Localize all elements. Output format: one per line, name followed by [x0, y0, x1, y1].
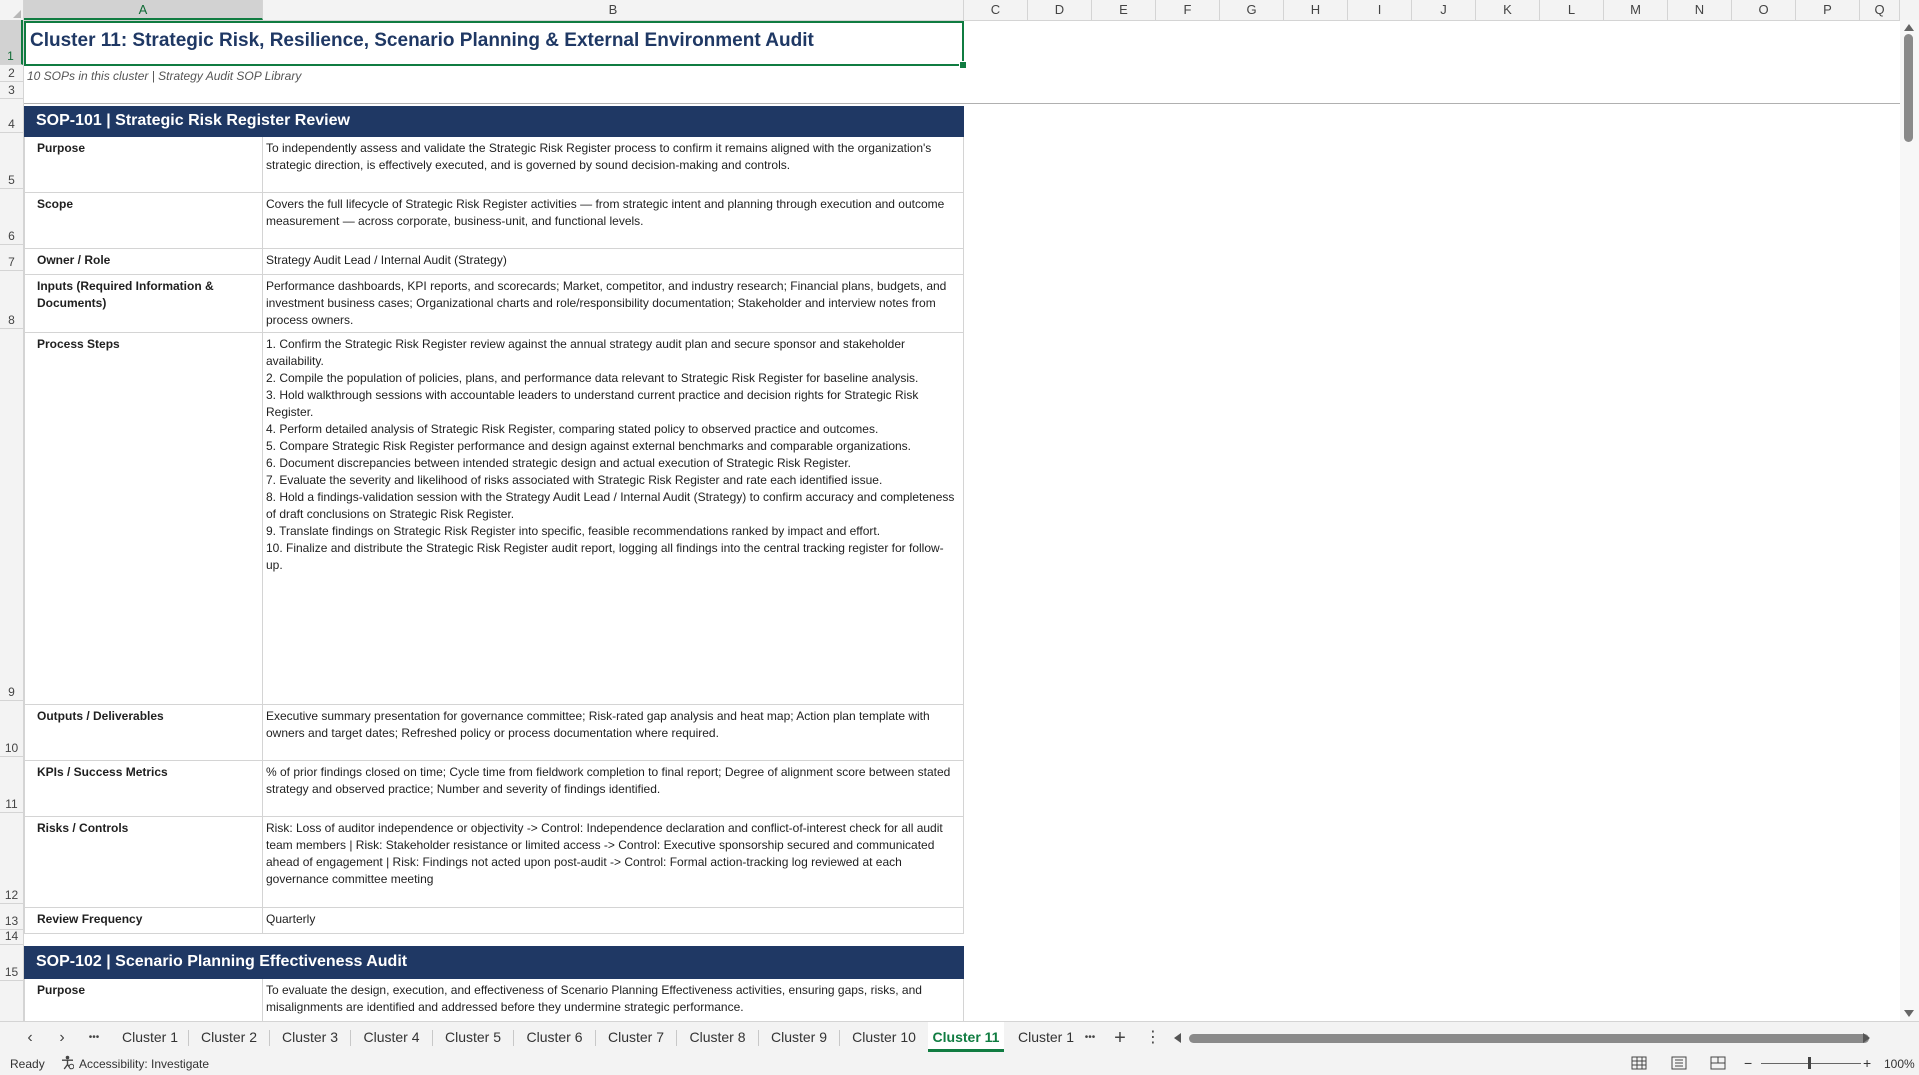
column-header-p[interactable]: P	[1796, 0, 1860, 20]
process-step: 1. Confirm the Strategic Risk Register review against the annual strategy audit plan and secure sponsor and stakeholder availability.	[266, 337, 906, 368]
column-header-d[interactable]: D	[1028, 0, 1092, 20]
row-header-7[interactable]: 7	[0, 245, 23, 271]
sheet-tab-cluster-3[interactable]: Cluster 3	[281, 1029, 339, 1045]
column-header-f[interactable]: F	[1156, 0, 1220, 20]
sheet-title[interactable]: Cluster 11: Strategic Risk, Resilience, Scenario Planning & External Environment Audit	[24, 21, 964, 66]
row-header-5[interactable]: 5	[0, 133, 23, 189]
column-header-g[interactable]: G	[1220, 0, 1284, 20]
column-header-q[interactable]: Q	[1860, 0, 1900, 20]
sheet-options-icon[interactable]: ⋮	[1145, 1029, 1161, 1046]
section-divider	[24, 103, 1900, 104]
process-step: 8. Hold a findings-validation session with the Strategy Audit Lead / Internal Audit (Strategy) to confirm accuracy and completeness of draft conclusions on Strategic Risk Register.	[266, 490, 955, 521]
row-header-11[interactable]: 11	[0, 757, 23, 813]
page-layout-view-icon[interactable]	[1671, 1056, 1687, 1070]
sheet-tab-cluster-8[interactable]: Cluster 8	[689, 1029, 746, 1045]
sop-101-risks-value[interactable]: Risk: Loss of auditor independence or objectivity -> Control: Independence declaration and conflict-of-interest check for all audit team members | Risk: Stakeholder resistance or limited access -> Control: Executive sponsorship secured and communicated ahead of engagement | Risk: Findings not acted upon post-audit -> Control: Formal action-tracking log reviewed at each governance committee meeting	[263, 817, 964, 908]
sheet-tab-cluster-2[interactable]: Cluster 2	[200, 1029, 258, 1045]
vertical-scroll-thumb[interactable]	[1904, 34, 1913, 142]
sop-101-risks-label[interactable]: Risks / Controls	[24, 817, 263, 908]
sop-101-frequency-label[interactable]: Review Frequency	[24, 908, 263, 934]
page-break-view-icon[interactable]	[1710, 1056, 1726, 1070]
more-sheets-left-icon[interactable]: •••	[88, 1032, 100, 1043]
sop-102-purpose-value[interactable]: To evaluate the design, execution, and effectiveness of Scenario Planning Effectiveness activities, ensuring gaps, risks, and misalignments are identified and addressed before they undermine strategic performance.	[263, 979, 964, 1021]
zoom-in-icon[interactable]: +	[1863, 1055, 1872, 1071]
status-ready: Ready	[10, 1057, 45, 1071]
zoom-slider-track[interactable]	[1761, 1063, 1861, 1064]
more-sheets-right-icon[interactable]: •••	[1084, 1032, 1096, 1043]
vertical-scrollbar[interactable]	[1900, 20, 1919, 1021]
column-header-j[interactable]: J	[1412, 0, 1476, 20]
sheet-tab-cluster-4[interactable]: Cluster 4	[363, 1029, 420, 1045]
process-step: 10. Finalize and distribute the Strategic Risk Register audit report, logging all findings into the central tracking register for follow-up.	[266, 541, 944, 572]
column-header-h[interactable]: H	[1284, 0, 1348, 20]
row-header-4[interactable]: 4	[0, 99, 23, 133]
process-steps-list	[266, 336, 960, 574]
sop-101-scope-label[interactable]: Scope	[24, 193, 263, 249]
process-step: 9. Translate findings on Strategic Risk Register into specific, feasible recommendations ranked by impact and effort.	[266, 524, 881, 538]
sop-101-owner-value[interactable]: Strategy Audit Lead / Internal Audit (Strategy)	[263, 249, 964, 275]
row-header-2[interactable]: 2	[0, 65, 23, 82]
row-header-14[interactable]: 14	[0, 930, 23, 945]
row-header-12[interactable]: 12	[0, 813, 23, 904]
sop-102-purpose-label[interactable]: Purpose	[24, 979, 263, 1021]
column-header-b[interactable]: B	[263, 0, 964, 20]
row-header-10[interactable]: 10	[0, 701, 23, 757]
process-step: 3. Hold walkthrough sessions with accountable leaders to understand current practice and decision rights for Strategic Risk Register.	[266, 388, 919, 419]
process-step: 4. Perform detailed analysis of Strategic Risk Register, comparing stated policy to observed practice and outcomes.	[266, 422, 879, 436]
sheet-tab-cluster-10[interactable]: Cluster 10	[852, 1029, 916, 1045]
worksheet-grid[interactable]	[24, 21, 1900, 1021]
scroll-left-arrow-icon[interactable]	[1174, 1033, 1181, 1043]
column-header-l[interactable]: L	[1540, 0, 1604, 20]
tab-scroll-prev-icon[interactable]: ‹	[27, 1029, 33, 1046]
sop-101-purpose-value[interactable]: To independently assess and validate the Strategic Risk Register process to confirm it remains aligned with the organization's strategic direction, is effectively executed, and is governed by sound decision-making and controls.	[263, 137, 964, 193]
scroll-right-arrow-icon[interactable]	[1863, 1033, 1870, 1043]
select-all-corner[interactable]	[0, 0, 24, 20]
sheet-tab-cluster-1-duplicate[interactable]: Cluster 1	[1017, 1029, 1075, 1045]
horizontal-scroll-thumb[interactable]	[1189, 1034, 1869, 1043]
column-header-c[interactable]: C	[964, 0, 1028, 20]
status-bar	[0, 1053, 1919, 1075]
row-header-15[interactable]: 15	[0, 945, 23, 981]
sheet-tab-cluster-6[interactable]: Cluster 6	[526, 1029, 583, 1045]
add-sheet-icon[interactable]: +	[1114, 1027, 1126, 1049]
process-step: 6. Document discrepancies between intended strategic design and actual execution of Strategic Risk Register.	[266, 456, 851, 470]
row-header-3[interactable]: 3	[0, 82, 23, 99]
process-step: 2. Compile the population of policies, plans, and performance data relevant to Strategic Risk Register for baseline analysis.	[266, 371, 919, 385]
column-header-i[interactable]: I	[1348, 0, 1412, 20]
sop-101-inputs-value[interactable]: Performance dashboards, KPI reports, and scorecards; Market, competitor, and industry research; Financial plans, budgets, and investment business cases; Organizational charts and role/responsibility documentation; Stakeholder and interview notes from process owners.	[263, 275, 964, 333]
column-header-n[interactable]: N	[1668, 0, 1732, 20]
sheet-subtitle[interactable]: 10 SOPs in this cluster | Strategy Audit SOP Library	[27, 69, 302, 83]
scroll-down-arrow-icon[interactable]	[1904, 1010, 1914, 1017]
sop-101-outputs-value[interactable]: Executive summary presentation for governance committee; Risk-rated gap analysis and heat map; Action plan template with owners and target dates; Refreshed policy or process documentation where required.	[263, 705, 964, 761]
row-header-8[interactable]: 8	[0, 271, 23, 329]
sop-101-inputs-label[interactable]: Inputs (Required Information & Documents)	[24, 275, 263, 333]
row-header-13[interactable]: 13	[0, 904, 23, 930]
row-header-bar	[0, 20, 24, 1021]
scroll-up-arrow-icon[interactable]	[1904, 24, 1914, 31]
tab-scroll-next-icon[interactable]: ›	[59, 1029, 65, 1046]
sheet-tab-cluster-1[interactable]: Cluster 1	[121, 1029, 179, 1045]
sop-101-frequency-value[interactable]: Quarterly	[263, 908, 964, 934]
row-header-9[interactable]: 9	[0, 329, 23, 701]
sop-101-purpose-label[interactable]: Purpose	[24, 137, 263, 193]
column-header-e[interactable]: E	[1092, 0, 1156, 20]
sheet-tab-cluster-7[interactable]: Cluster 7	[607, 1029, 665, 1045]
process-step: 7. Evaluate the severity and likelihood of risks associated with Strategic Risk Register and rate each identified issue.	[266, 473, 883, 487]
sheet-tab-cluster-11[interactable]: Cluster 11	[928, 1022, 1004, 1052]
zoom-slider-thumb[interactable]	[1808, 1057, 1811, 1069]
sop-101-steps-value[interactable]	[263, 333, 964, 705]
sop-101-kpis-value[interactable]: % of prior findings closed on time; Cycle time from fieldwork completion to final report; Degree of alignment score between stated strategy and observed practice; Number and severity of findings identified.	[263, 761, 964, 817]
column-header-o[interactable]: O	[1732, 0, 1796, 20]
sop-101-outputs-label[interactable]: Outputs / Deliverables	[24, 705, 263, 761]
sop-101-kpis-label[interactable]: KPIs / Success Metrics	[24, 761, 263, 817]
column-header-k[interactable]: K	[1476, 0, 1540, 20]
sop-101-header[interactable]: SOP-101 | Strategic Risk Register Review	[24, 106, 964, 137]
sheet-tab-cluster-5[interactable]: Cluster 5	[444, 1029, 502, 1045]
sop-101-steps-label[interactable]: Process Steps	[24, 333, 263, 705]
zoom-level[interactable]: 100%	[1884, 1057, 1915, 1071]
zoom-out-icon[interactable]: −	[1744, 1055, 1753, 1071]
process-step: 5. Compare Strategic Risk Register performance and design against external benchmarks and comparable organizations.	[266, 439, 912, 453]
column-header-bar	[0, 0, 1919, 21]
accessibility-icon[interactable]	[61, 1055, 74, 1070]
accessibility-status[interactable]: Accessibility: Investigate	[79, 1057, 210, 1071]
row-header-1[interactable]: 1	[0, 20, 23, 65]
normal-view-icon[interactable]	[1631, 1056, 1647, 1070]
column-header-a[interactable]: A	[24, 0, 263, 20]
sop-101-owner-label[interactable]: Owner / Role	[24, 249, 263, 275]
horizontal-scrollbar[interactable]	[1168, 1022, 1876, 1054]
column-header-m[interactable]: M	[1604, 0, 1668, 20]
sheet-tab-bar	[0, 1021, 1919, 1054]
row-header-6[interactable]: 6	[0, 189, 23, 245]
sop-102-header[interactable]: SOP-102 | Scenario Planning Effectiveness Audit	[24, 946, 964, 979]
sop-101-scope-value[interactable]: Covers the full lifecycle of Strategic Risk Register activities — from strategic intent and planning through execution and outcome measurement — across corporate, business-unit, and functional levels.	[263, 193, 964, 249]
sheet-tab-cluster-9[interactable]: Cluster 9	[770, 1029, 828, 1045]
